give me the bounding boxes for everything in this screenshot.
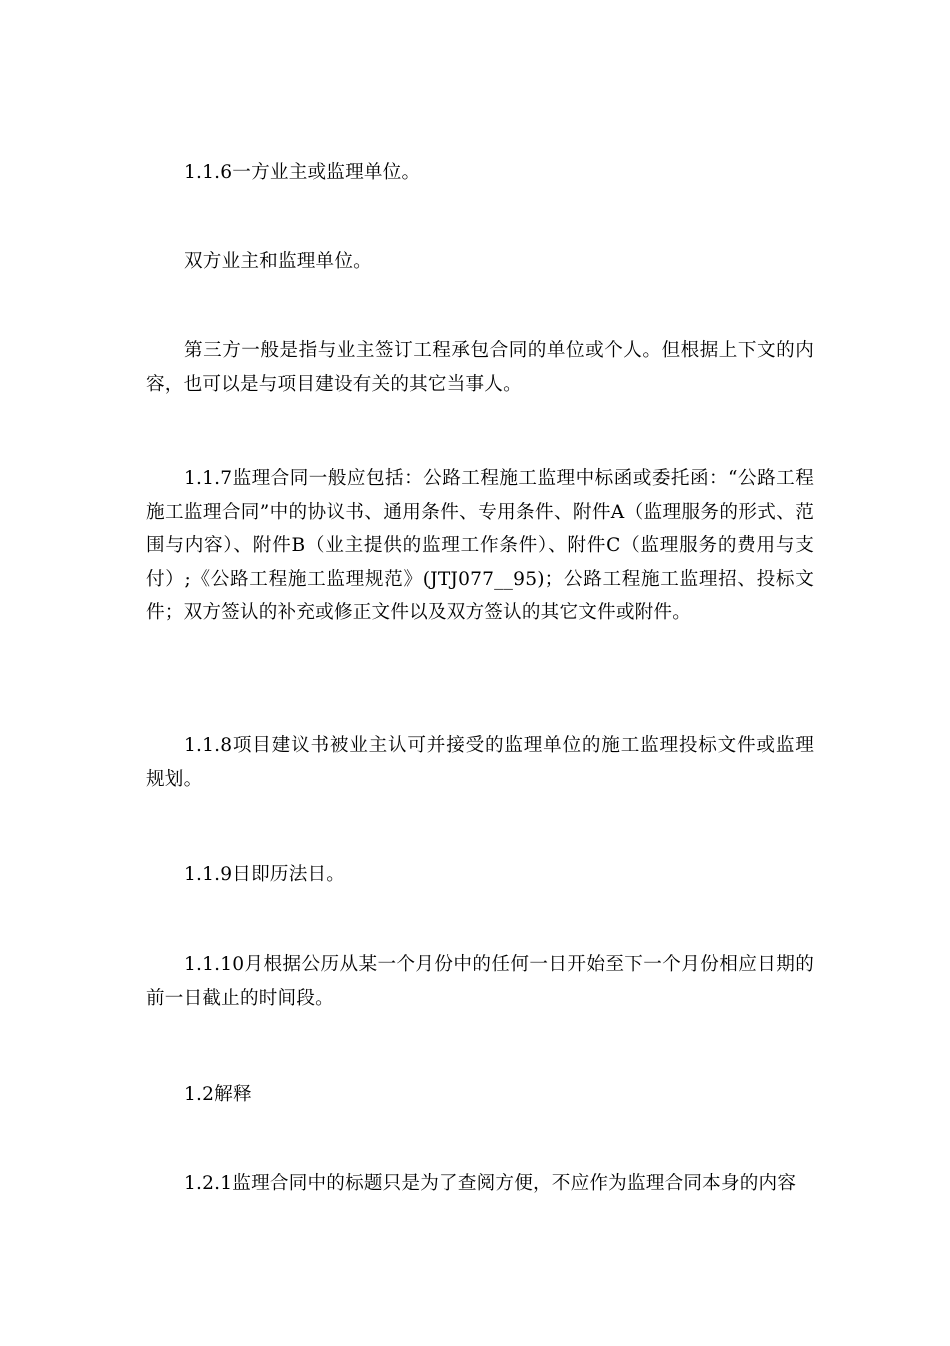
paragraph-1-1-9: 1.1.9日即历法日。 (184, 864, 346, 885)
paragraph-both-parties: 双方业主和监理单位。 (184, 251, 372, 272)
paragraph-1-2-1: 1.2.1监理合同中的标题只是为了查阅方便，不应作为监理合同本身的内容 (184, 1173, 797, 1194)
paragraph-1-1-8: 1.1.8项目建议书被业主认可并接受的监理单位的施工监理投标文件或监理规划。 (146, 735, 814, 790)
paragraph-third-party: 第三方一般是指与业主签订工程承包合同的单位或个人。但根据上下文的内容，也可以是与项目建设有关的其它当事人。 (146, 340, 814, 395)
paragraph-1-1-10: 1.1.10月根据公历从某一个月份中的任何一日开始至下一个月份相应日期的前一日截止的时间段。 (146, 954, 814, 1009)
paragraph-1-1-6: 1.1.6一方业主或监理单位。 (184, 162, 421, 183)
paragraph-1-1-7: 1.1.7监理合同一般应包括：公路工程施工监理中标函或委托函：“公路工程施工监理合同”中的协议书、通用条件、专用条件、附件A（监理服务的形式、范围与内容）、附件B（业主提供的监理工作条件）、附件C（监理服务的费用与支付）;《公路工程施工监理规范》(JTJ077__95)；公路工程施工监理招、投标文件；双方签认的补充或修正文件以及双方签认的其它文件或附件。 (146, 468, 814, 623)
heading-1-2: 1.2解释 (184, 1084, 252, 1105)
